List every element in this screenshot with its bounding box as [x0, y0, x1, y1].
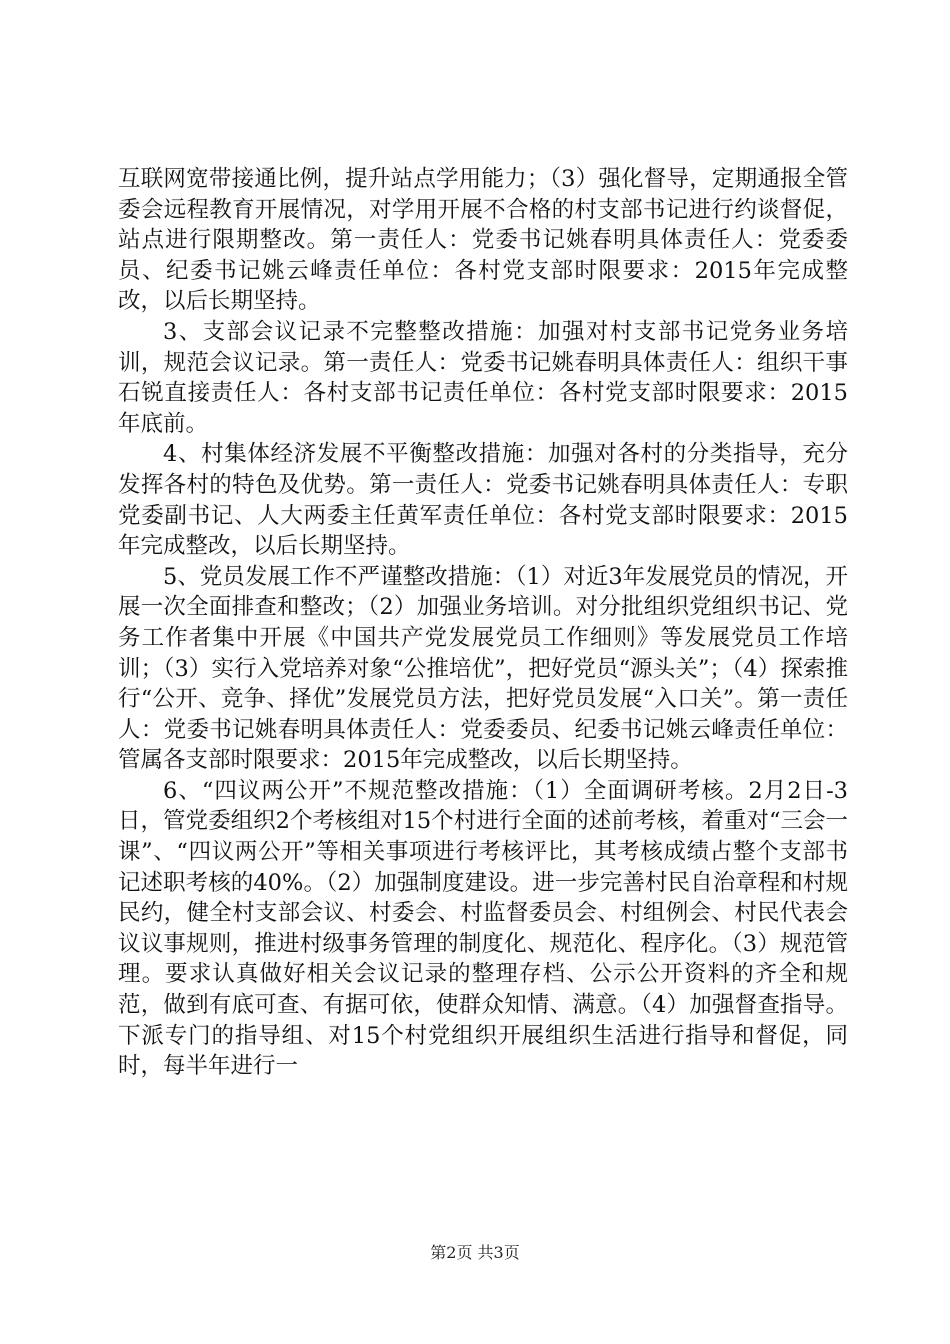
- paragraph-item-5: 5、党员发展工作不严谨整改措施：（1）对近3年发展党员的情况，开展一次全面排查和整改；（2）加强业务培训。对分批组织党组织书记、党务工作者集中开展《中国共产党发展党员工作细则》等发展党员工作培训；（3）实行入党培养对象“公推培优”，把好党员“源头关”；（4）探索推行“公开、竞争、择优”发展党员方法，把好党员发展“入口关”。第一责任人：党委书记姚春明具体责任人：党委委员、纪委书记姚云峰责任单位：管属各支部时限要求：2015年完成整改，以后长期坚持。: [118, 563, 848, 774]
- page-footer: 第2页 共3页: [430, 1243, 520, 1262]
- paragraph-continuation: 互联网宽带接通比例，提升站点学用能力；（3）强化督导，定期通报全管委会远程教育开展情况，对学用开展不合格的村支部书记进行约谈督促，站点进行限期整改。第一责任人：党委书记姚春明具体责任人：党委委员、纪委书记姚云峰责任单位：各村党支部时限要求：2015年完成整改，以后长期坚持。: [118, 166, 848, 315]
- paragraph-item-3: 3、支部会议记录不完整整改措施：加强对村支部书记党务业务培训，规范会议记录。第一责任人：党委书记姚春明具体责任人：组织干事石锐直接责任人：各村支部书记责任单位：各村党支部时限要求：2015年底前。: [118, 318, 848, 437]
- paragraph-item-4: 4、村集体经济发展不平衡整改措施：加强对各村的分类指导，充分发挥各村的特色及优势。第一责任人：党委书记姚春明具体责任人：专职党委副书记、人大两委主任黄军责任单位：各村党支部时限要求：2015年完成整改，以后长期坚持。: [118, 441, 848, 560]
- document-body: [118, 164, 848, 1082]
- paragraph-item-6: 6、“四议两公开”不规范整改措施：（1）全面调研考核。2月2日-3日，管党委组织2个考核组对15个村进行全面的述前考核，着重对“三会一课”、“四议两公开”等相关事项进行考核评比，其考核成绩占整个支部书记述职考核的40%。（2）加强制度建设。进一步完善村民自治章程和村规民约，健全村支部会议、村委会、村监督委员会、村组例会、村民代表会议议事规则，推进村级事务管理的制度化、规范化、程序化。（3）规范管理。要求认真做好相关会议记录的整理存档、公示公开资料的齐全和规范，做到有底可查、有据可依，使群众知情、满意。（4）加强督查指导。下派专门的指导组、对15个村党组织开展组织生活进行指导和督促，同时，每半年进行一: [118, 777, 848, 1080]
